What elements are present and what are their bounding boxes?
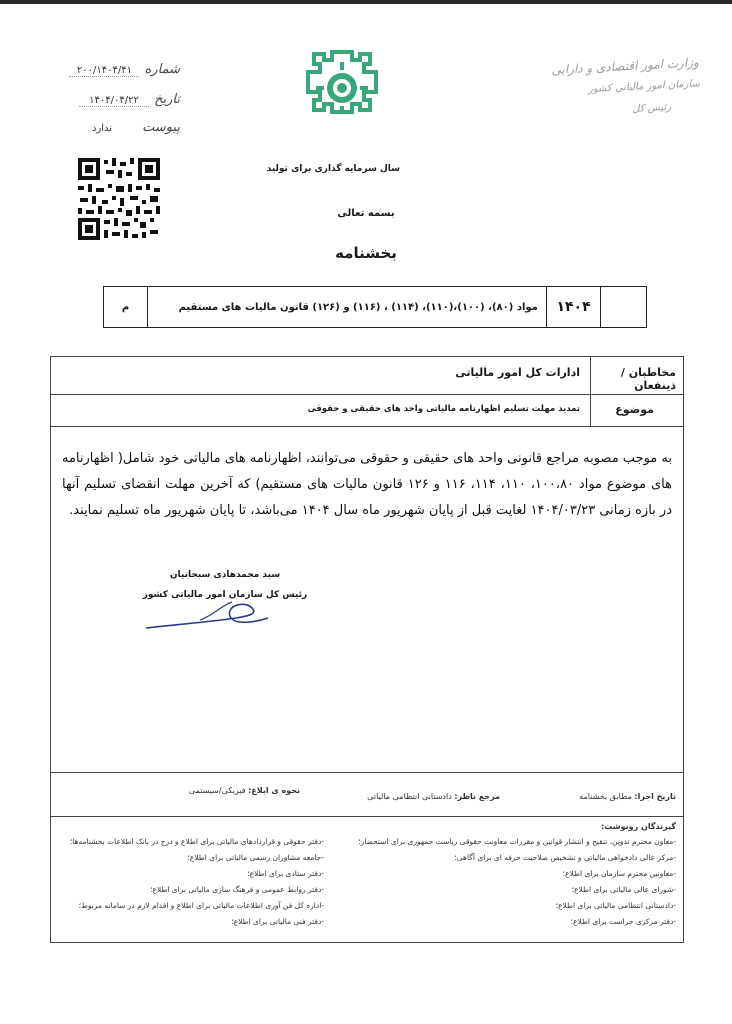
ministry-line-1: وزارت امور اقتصادی و دارایی: [551, 55, 700, 78]
subject-code-cell: م: [104, 287, 148, 328]
addressee-value: ادارات کل امور مالیاتی: [455, 366, 580, 379]
circular-body-text: به موجب مصوبه مراجع قانونی واحد های حقیقی و حقوقی می‌توانند، اظهارنامه های مالیاتی خود شامل( اظهارنامه های موضوع مواد ۱۰۰،۸۰، ۱۱۰، ۱۱۴، ۱۱۶ و ۱۲۶ قانون مالیات های مستقیم) که آخرین مهلت انقضای تسلیم آنها در بازه زمانی ۱۴۰۴/۰۳/۲۳ لغایت قبل از پایان شهریور ماه سال ۱۴۰۴ می‌باشد، تا پایان شهریور ماه تسلیم نمایند.: [62, 451, 672, 518]
cc-list-right: [330, 834, 676, 930]
cc-label: گیرندگان رونوشت:: [601, 822, 676, 831]
cc-item: -دفتر ستادی برای اطلاع؛: [247, 869, 324, 878]
letter-date-row: [60, 88, 180, 107]
ministry-line-3: رئیس کل: [631, 101, 672, 115]
cc-item: -دفتر فنی مالیاتی برای اطلاع؛: [231, 917, 324, 926]
notify-method-value: فیزیکی/سیستمی: [188, 786, 246, 795]
cc-item: -جامعه مشاوران رسمی مالیاتی برای اطلاع؛: [187, 853, 324, 862]
notify-method-field: [160, 786, 300, 795]
addressee-label: مخاطبان / ذینفعان: [620, 366, 676, 392]
execution-date-field: [540, 792, 676, 801]
footer-divider: [50, 772, 683, 773]
cc-divider: [50, 816, 683, 817]
number-label: شماره: [144, 62, 180, 77]
signer-title: رئیس کل سازمان امور مالیاتی کشور: [142, 590, 308, 600]
qr-code-icon: [76, 156, 162, 242]
letter-number-row: [60, 58, 180, 77]
bismillah-heading: بسمه تعالی: [337, 208, 395, 219]
cc-item: -دفتر مرکزی حراست برای اطلاع؛: [570, 917, 676, 926]
cc-list-left: [54, 834, 324, 930]
execution-date-value: مطابق بخشنامه: [579, 792, 632, 801]
subject-year-cell: ۱۴۰۴: [546, 287, 600, 328]
date-label: تاریخ: [154, 92, 180, 107]
handwritten-signature-icon: [140, 596, 280, 636]
cc-item: -معاون محترم تدوین، تنقیح و انتشار قوانین و مقررات معاونت حقوقی ریاست جمهوری برای استحضار؛: [358, 837, 676, 846]
cc-item: -مرکز عالی دادخواهی مالیاتی و تشخیص صلاحیت حرفه ای برای آگاهی؛: [454, 853, 676, 862]
supervisor-field: [330, 792, 500, 801]
subject-empty-cell: [601, 287, 647, 328]
cc-item: -دفتر حقوقی و قراردادهای مالیاتی برای اطلاع و درج در بانک اطلاعات بخشنامه‌ها؛: [69, 837, 324, 846]
supervisor-value: دادستانی انتظامی مالیاتی: [367, 792, 452, 801]
subject-label: موضوع: [615, 403, 654, 416]
cc-item: -اداره کل فن آوری اطلاعات مالیاتی برای اطلاع و اقدام لازم در سامانه مربوط؛: [78, 901, 324, 910]
subject-value: تمدید مهلت تسلیم اظهارنامه مالیاتی واحد های حقیقی و حقوقی: [307, 404, 580, 414]
cc-item: -معاونین محترم سازمان برای اطلاع؛: [562, 869, 676, 878]
row-divider-1: [50, 394, 683, 395]
notify-method-label: نحوه ی ابلاغ:: [248, 786, 300, 795]
subject-articles-cell: مواد (۸۰)، (۱۰۰)،(۱۱۰)، (۱۱۴) ، (۱۱۶) و (۱۲۶) قانون مالیات های مستقیم: [147, 287, 546, 328]
ministry-header: [518, 51, 701, 126]
cc-item: -دادستانی انتظامی مالیاتی برای اطلاع؛: [555, 901, 676, 910]
supervisor-label: مرجع ناظر:: [454, 792, 500, 801]
number-value: ۲۰۰/۱۴۰۴/۴۱: [69, 65, 139, 77]
ministry-line-2: سازمان امور مالیاتی کشور: [587, 78, 701, 96]
date-value: ۱۴۰۴/۰۴/۲۲: [79, 95, 149, 107]
attachment-value: ندارد: [91, 123, 113, 134]
circular-subject-table: [103, 286, 647, 328]
row-divider-2: [50, 426, 683, 427]
document-type-title: بخشنامه: [335, 244, 397, 262]
attachment-label: پیوست: [142, 120, 180, 135]
cc-item: -دفتر روابط عمومی و فرهنگ سازی مالیاتی برای اطلاع؛: [150, 885, 324, 894]
year-slogan: سال سرمایه گذاری برای تولید: [266, 164, 400, 174]
letter-attachment-row: [60, 116, 180, 135]
cc-item: -شورای عالی مالیاتی برای اطلاع؛: [571, 885, 676, 894]
signer-name: سید محمدهادی سبحانیان: [169, 570, 281, 580]
label-column-divider: [590, 356, 591, 426]
tax-organization-logo-icon: [302, 48, 382, 128]
execution-date-label: تاریخ اجرا:: [634, 792, 676, 801]
top-edge-bar: [0, 0, 732, 4]
